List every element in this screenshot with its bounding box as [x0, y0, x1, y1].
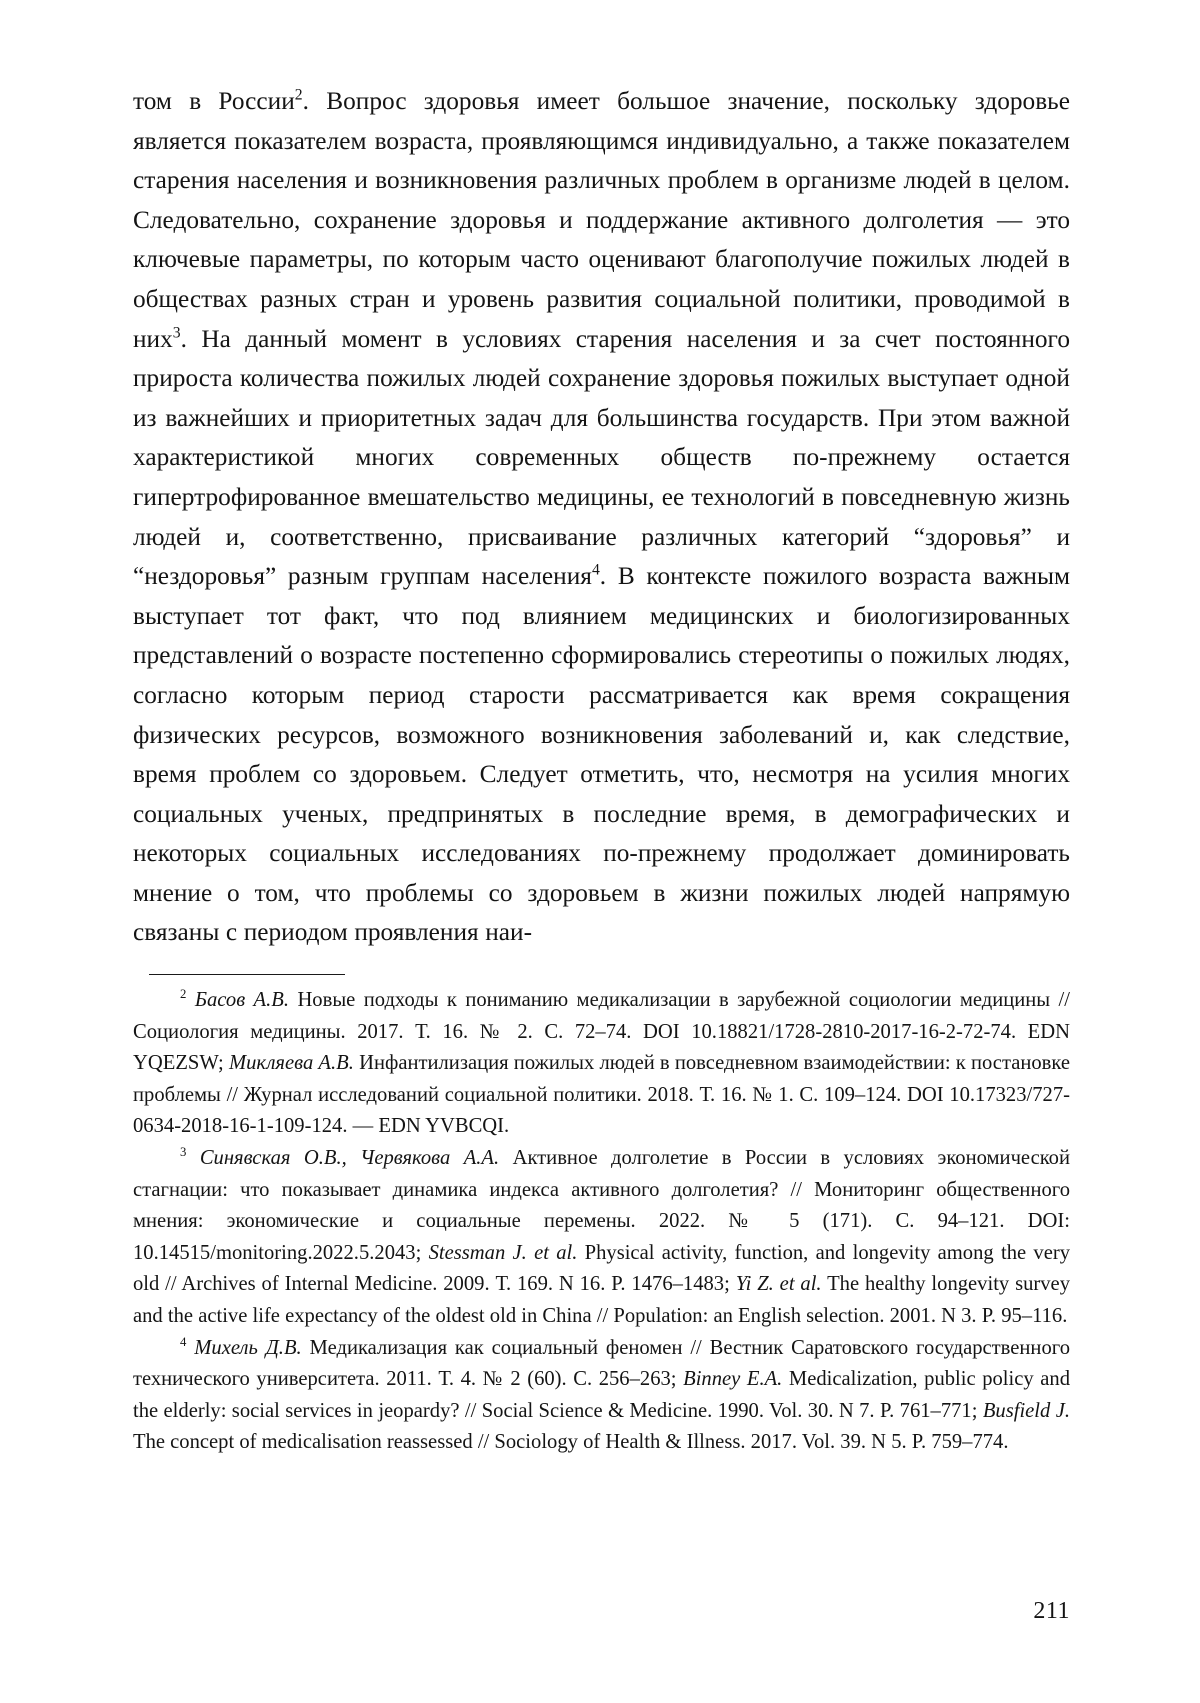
footnote-marker: 4: [180, 1334, 187, 1349]
footnote-author: Busfield J.: [982, 1399, 1070, 1422]
footnote-ref-2: 2: [294, 86, 303, 104]
footnotes-section: [133, 985, 1070, 1459]
footnote-text: Новые подходы к пониманию медикализации в зарубежной социологии медицины // Социология медицины. 2017. Т. 16. № 2. С. 72–74. DOI 10.18821/1728-2810-2017-16-2-72-74. EDN YQEZSW;: [133, 989, 1070, 1075]
footnote-text: The concept of medicalisation reassessed // Sociology of Health & Illness. 2017. Vol. 39. N 5. P. 759–774.: [133, 1431, 1009, 1454]
footnote-item: [133, 1143, 1070, 1333]
footnote-marker: 2: [180, 987, 187, 1002]
footnote-item: [133, 1333, 1070, 1459]
footnote-author: Микляева А.В.: [228, 1052, 354, 1075]
body-text-part-3: . На данный момент в условиях старения населения и за счет постоянного прироста количества пожилых людей сохранение здоровья пожилых выступает одной из важнейших и приоритетных задач для большинства государств. При этом важной характеристикой многих современных обществ по-прежнему остается гипертрофированное вмешательство медицины, ее технологий в повседневную жизнь людей и, соответственно, присваивание различных категорий “здоровья” и “нездоровья” разным группам населения: [133, 324, 1070, 591]
body-text-part-2: . Вопрос здоровья имеет большое значение, поскольку здоровье является показателем возраста, проявляющимся индивидуально, а также показателем старения населения и возникновения различных проблем в организме людей в целом. Следовательно, сохранение здоровья и поддержание активного долголетия — это ключевые параметры, по которым часто оценивают благополучие пожилых людей в обществах разных стран и уровень развития социальной политики, проводимой в них: [133, 87, 1070, 353]
page-number: 211: [1033, 1598, 1070, 1624]
footnote-separator-rule: [149, 974, 345, 975]
footnote-author: Binney E.A.: [683, 1368, 783, 1391]
footnote-text: The healthy longevity survey and the active life expectancy of the oldest old in China // Population: an English selection. 2001. N 3. P. 95–116.: [133, 1273, 1070, 1327]
paragraph-continued: [133, 82, 1070, 953]
footnote-text: Активное долголетие в России в условиях экономической стагнации: что показывает динамика индекса активного долголетия? // Мониторинг общественного мнения: экономические и социальные перемены. 2022. № 5 (171). С. 94–121. DOI: 10.14515/monitoring.2022.5.2043;: [133, 1147, 1070, 1264]
footnote-author: Михель Д.В.: [194, 1336, 302, 1359]
footnote-author: Басов А.В.: [194, 989, 290, 1012]
body-text-part-1: том в России: [133, 87, 295, 115]
body-text-part-4: . В контексте пожилого возраста важным выступает тот факт, что под влиянием медицинских и биологизированных представлений о возрасте постепенно сформировались стереотипы о пожилых людях, согласно которым период старости рассматривается как время сокращения физических ресурсов, возможного возникновения заболеваний и, как следствие, время проблем со здоровьем. Следует отметить, что, несмотря на усилия многих социальных ученых, предпринятых в последние время, в демографических и некоторых социальных исследованиях по-прежнему продолжает доминировать мнение о том, что проблемы со здоровьем в жизни пожилых людей напрямую связаны с периодом проявления наи-: [133, 562, 1070, 947]
footnote-ref-3: 3: [172, 324, 181, 342]
footnote-ref-4: 4: [591, 561, 600, 579]
footnote-author: Синявская О.В., Червякова А.А.: [199, 1147, 500, 1170]
footnote-text: Physical activity, function, and longevity among the very old // Archives of Internal Medicine. 2009. Т. 169. N 16. P. 1476–1483;: [133, 1241, 1070, 1296]
footnote-author: Stessman J. et al.: [428, 1241, 578, 1264]
main-body-text: [133, 82, 1070, 953]
footnote-item: [133, 985, 1070, 1143]
footnote-text: Медикализация как социальный феномен // Вестник Саратовского государственного технического университета. 2011. Т. 4. № 2 (60). С. 256–263;: [133, 1336, 1070, 1391]
footnote-marker: 3: [180, 1145, 187, 1160]
footnote-author: Yi Z. et al.: [735, 1273, 822, 1296]
footnote-text: Medicalization, public policy and the elderly: social services in jeopardy? // Social Science & Medicine. 1990. Vol. 30. N 7. P. 761–771;: [133, 1368, 1071, 1422]
footnote-text: Инфантилизация пожилых людей в повседневном взаимодействии: к постановке проблемы // Журнал исследований социальной политики. 2018. Т. 16. № 1. С. 109–124. DOI 10.17323/727-0634-2018-16-1-109-124. — EDN YVBCQI.: [133, 1052, 1071, 1138]
